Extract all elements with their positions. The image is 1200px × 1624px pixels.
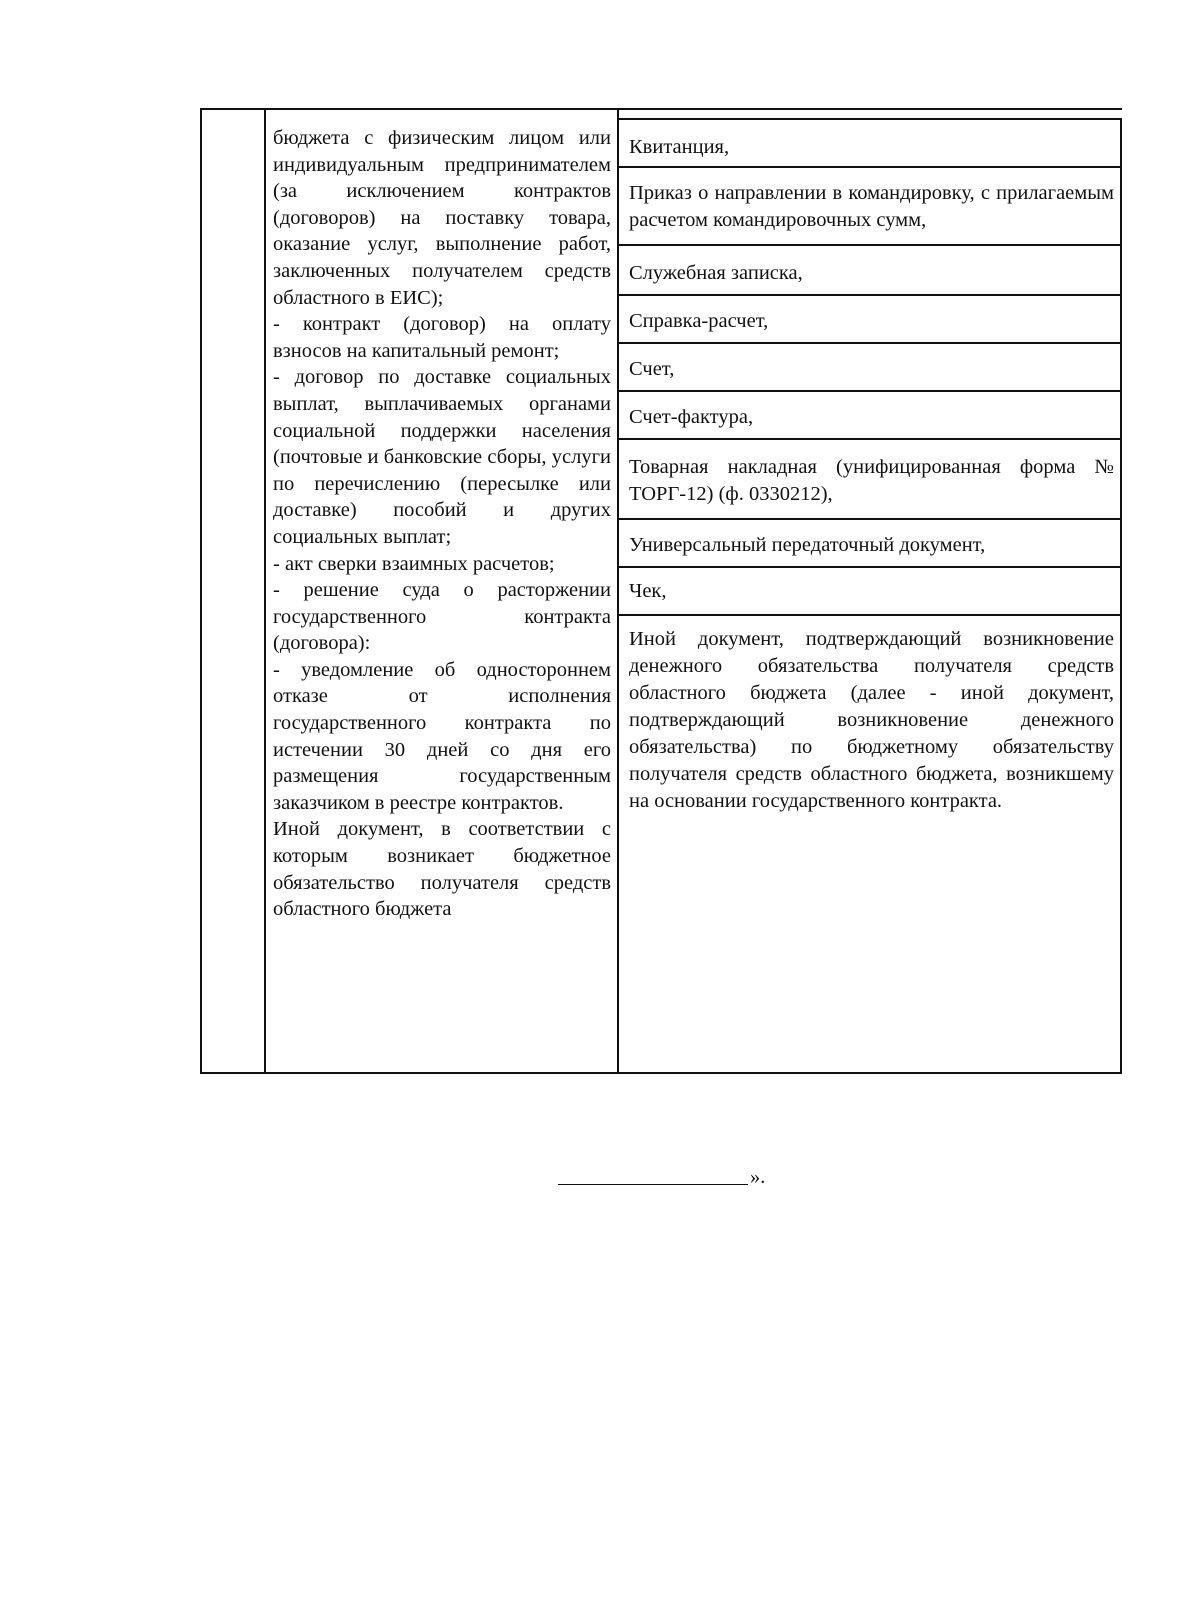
cell-paragraph: - уведомление об одностороннем отказе от исполнения государственного контракта по истечении 30 дней со дня его размещения государственным заказчиком в реестре контрактов.	[273, 658, 611, 814]
signature-line	[558, 1184, 748, 1185]
cell-paragraph: бюджета с физическим лицом или индивидуальным предпринимателем (за исключением контрактов (договоров) на поставку товара, оказание услуг, выполнение работ, заключенных получателем средств областного в ЕИС);	[273, 127, 611, 309]
document-name: Приказ о направлении в командировку, с прилагаемым расчетом командировочных сумм,	[629, 182, 1114, 231]
cell-paragraph: - решение суда о расторжении государственного контракта (договора):	[273, 579, 611, 655]
cell-paragraph: - контракт (договор) на оплату взносов на капитальный ремонт;	[273, 313, 611, 362]
column-divider	[264, 108, 266, 1074]
table-row-document	[619, 246, 1122, 296]
closing-quote-mark: ».	[750, 1166, 766, 1188]
table-row-document	[619, 296, 1122, 344]
document-name: Справка-расчет,	[629, 310, 769, 332]
table-cell-document-basis	[273, 125, 611, 923]
table-row-document	[619, 344, 1122, 392]
table-row-document	[619, 616, 1122, 856]
document-name: Счет-фактура,	[629, 406, 754, 428]
cell-paragraph: - акт сверки взаимных расчетов;	[273, 552, 555, 575]
document-name: Универсальный передаточный документ,	[629, 534, 986, 556]
table-row-document	[619, 392, 1122, 440]
cell-paragraph: Иной документ, в соответствии с которым возникает бюджетное обязательство получателя средств областного бюджета	[273, 818, 611, 921]
document-name: Товарная накладная (унифицированная форма № ТОРГ-12) (ф. 0330212),	[629, 456, 1114, 505]
table-row-document	[619, 168, 1122, 246]
table-row-document	[619, 568, 1122, 616]
table-row-document	[619, 440, 1122, 520]
document-name: Иной документ, подтверждающий возникновение денежного обязательства получателя средств областного бюджета (далее - иной документ, подтверждающий возникновение денежного обязательства) по бюджетному обязательству получателя средств областного бюджета, возникшему на основании государственного контракта.	[629, 628, 1114, 812]
document-name: Чек,	[629, 580, 667, 602]
table-row-document	[619, 520, 1122, 568]
table-row-document	[619, 120, 1122, 168]
document-name: Счет,	[629, 358, 675, 380]
document-name: Служебная записка,	[629, 262, 803, 284]
cell-paragraph: - договор по доставке социальных выплат, выплачиваемых органами социальной поддержки населения (почтовые и банковские сборы, услуги по перечислению (пересылке или доставке) пособий и других социальных выплат;	[273, 366, 611, 548]
document-name: Квитанция,	[629, 136, 730, 158]
